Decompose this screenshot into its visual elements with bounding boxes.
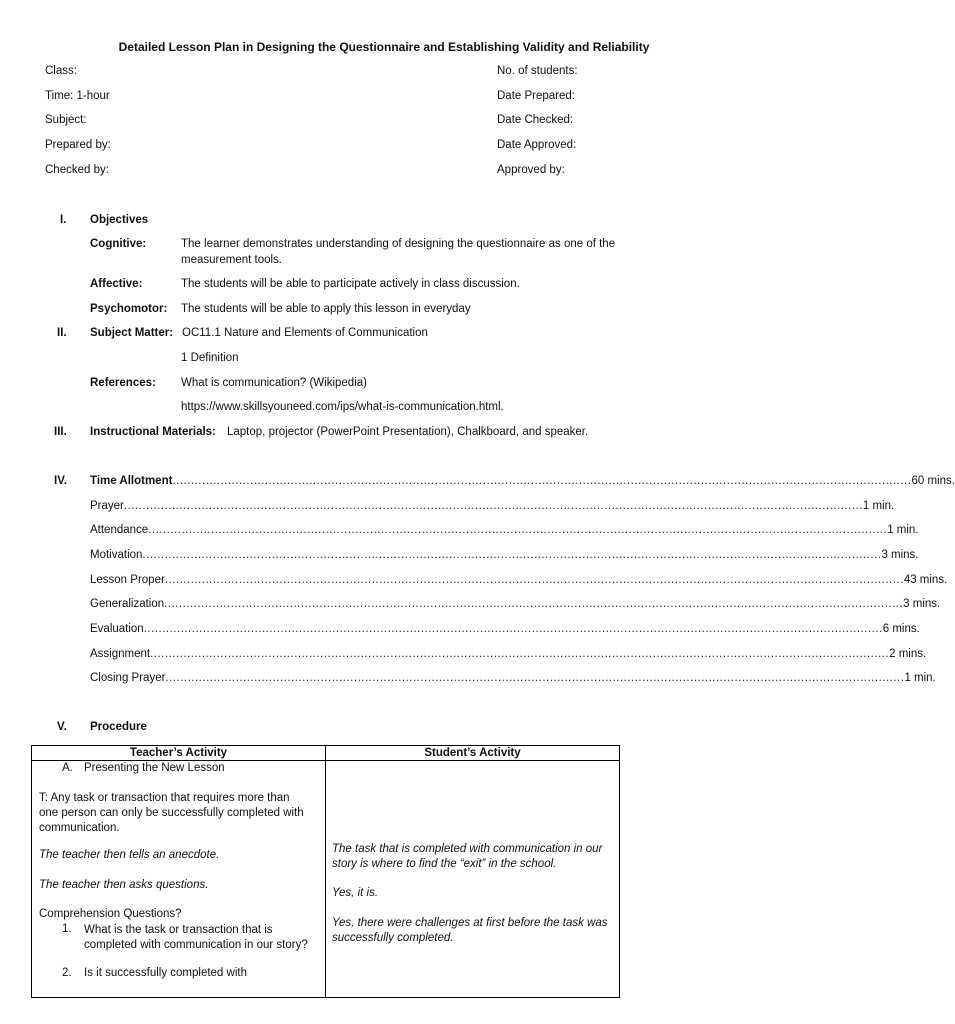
checked-by-label: Checked by:: [45, 164, 109, 176]
time-allotment-row: [90, 623, 920, 635]
teacher-statement: T: Any task or transaction that requires more than one person can only be successfully completed with communication.: [39, 792, 304, 834]
subject-matter-number: II.: [57, 327, 67, 339]
student-activity-cell: [326, 761, 620, 998]
student-answer-1: The task that is completed with communication in our story is where to find the “exit” in the school.: [332, 843, 603, 870]
student-activity-header: Student’s Activity: [326, 746, 620, 761]
time-allotment-value: 6 mins.: [882, 623, 920, 635]
objectives-number: I.: [60, 214, 67, 226]
time-allotment-label: Closing Prayer: [90, 672, 166, 684]
time-label: Time: 1-hour: [45, 90, 110, 102]
leader-dots: ........................................................................................................................................................................................................: [143, 623, 883, 635]
student-answer-3: Yes, there were challenges at first before the task was successfully completed.: [332, 917, 608, 944]
question-1-number: 1.: [62, 923, 72, 935]
time-allotment-row: [90, 574, 948, 586]
psychomotor-label: Psychomotor:: [90, 303, 168, 315]
teacher-anecdote: The teacher then tells an anecdote.: [39, 849, 220, 861]
leader-dots: ........................................................................................................................................................................................................: [164, 598, 904, 610]
time-allotment-value: 60 mins.: [911, 475, 955, 487]
time-allotment-value: 1 min.: [904, 672, 936, 684]
leader-dots: ........................................................................................................................................................................................................: [150, 648, 890, 660]
time-allotment-value: 43 mins.: [903, 574, 948, 586]
leader-dots: ........................................................................................................................................................................................................: [165, 672, 905, 684]
time-allotment-value: 1 min.: [862, 500, 895, 512]
time-allotment-label: Assignment: [90, 648, 151, 660]
page-title: Detailed Lesson Plan in Designing the Questionnaire and Establishing Validity and Reliability: [118, 40, 650, 54]
student-answer-2: Yes, it is.: [332, 887, 379, 899]
cognitive-label: Cognitive:: [90, 238, 147, 250]
presenting-heading: Presenting the New Lesson: [84, 762, 225, 774]
time-allotment-label: Time Allotment: [90, 475, 173, 487]
time-allotment-row: [90, 598, 941, 610]
references-label: References:: [90, 377, 156, 389]
affective-label: Affective:: [90, 278, 143, 290]
cognitive-text-cont: measurement tools.: [181, 254, 282, 266]
time-allotment-row: [90, 524, 919, 536]
time-allotment-label: Lesson Proper: [90, 574, 165, 586]
subject-matter-text: OC11.1 Nature and Elements of Communication: [182, 327, 428, 339]
date-prepared-label: Date Prepared:: [497, 90, 575, 102]
question-1: What is the task or transaction that is completed with communication in our story?: [84, 924, 308, 951]
leader-dots: ........................................................................................................................................................................................................: [142, 549, 882, 561]
time-allotment-value: 2 mins.: [889, 648, 927, 660]
leader-dots: ........................................................................................................................................................................................................: [164, 574, 904, 586]
time-allotment-number: IV.: [54, 475, 68, 487]
subject-matter-label: Subject Matter:: [90, 327, 174, 339]
procedure-heading: Procedure: [90, 721, 147, 733]
procedure-number: V.: [57, 721, 67, 733]
question-2: Is it successfully completed with: [84, 967, 247, 979]
teacher-activity-header: Teacher’s Activity: [32, 746, 326, 761]
time-allotment-label: Evaluation: [90, 623, 144, 635]
time-allotment-label: Attendance: [90, 524, 149, 536]
time-allotment-row: [90, 648, 927, 660]
time-allotment-row: [90, 672, 936, 684]
objectives-heading: Objectives: [90, 214, 149, 226]
materials-label: Instructional Materials:: [90, 426, 216, 438]
teacher-asks-questions: The teacher then asks questions.: [39, 879, 209, 891]
time-allotment-row: [90, 549, 919, 561]
students-count-label: No. of students:: [497, 65, 578, 77]
psychomotor-text: The students will be able to apply this lesson in everyday: [181, 303, 471, 315]
leader-dots: ........................................................................................................................................................................................................: [148, 524, 888, 536]
prepared-by-label: Prepared by:: [45, 139, 111, 151]
materials-text: Laptop, projector (PowerPoint Presentation), Chalkboard, and speaker.: [227, 426, 589, 438]
materials-number: III.: [54, 426, 67, 438]
time-allotment-label: Generalization: [90, 598, 165, 610]
leader-dots: ........................................................................................................................................................................................................: [123, 500, 863, 512]
time-allotment-label: Prayer: [90, 500, 124, 512]
time-allotment-label: Motivation: [90, 549, 143, 561]
affective-text: The students will be able to participate actively in class discussion.: [181, 278, 520, 290]
date-approved-label: Date Approved:: [497, 139, 577, 151]
presenting-letter: A.: [62, 762, 73, 774]
reference-url: https://www.skillsyouneed.com/ips/what-is-communication.html.: [181, 401, 504, 413]
reference-wikipedia: What is communication? (Wikipedia): [181, 377, 367, 389]
time-allotment-row: [90, 475, 955, 487]
time-allotment-value: 3 mins.: [903, 598, 941, 610]
comprehension-heading: Comprehension Questions?: [39, 908, 182, 920]
date-checked-label: Date Checked:: [497, 114, 574, 126]
subject-matter-sub: 1 Definition: [181, 352, 239, 364]
time-allotment-value: 1 min.: [887, 524, 919, 536]
time-allotment-value: 3 mins.: [881, 549, 919, 561]
cognitive-text: The learner demonstrates understanding of designing the questionnaire as one of the: [181, 238, 616, 250]
leader-dots: ........................................................................................................................................................................................................: [172, 475, 912, 487]
subject-label: Subject:: [45, 114, 87, 126]
teacher-activity-cell: [32, 761, 326, 998]
procedure-table: [31, 745, 620, 998]
class-label: Class:: [45, 65, 77, 77]
time-allotment-row: [90, 500, 895, 512]
approved-by-label: Approved by:: [497, 164, 565, 176]
question-2-number: 2.: [62, 967, 72, 979]
